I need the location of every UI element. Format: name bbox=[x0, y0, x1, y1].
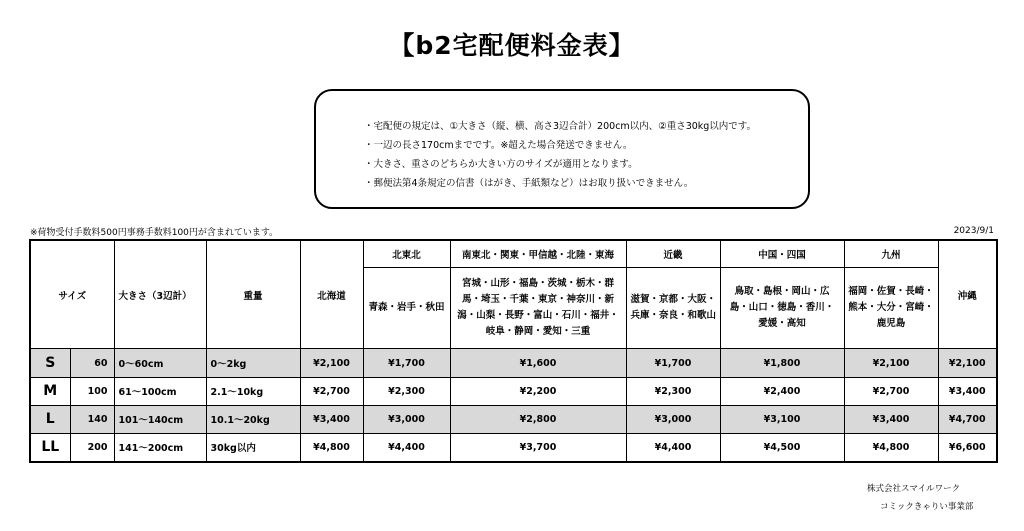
prefecture-line: 熊本・大分・宮崎・ bbox=[848, 302, 934, 314]
price-kyushu: ¥2,700 bbox=[844, 377, 938, 405]
minami-prefectures bbox=[450, 268, 626, 349]
weight-range: 2.1～10kg bbox=[206, 377, 300, 405]
price-minami: ¥2,800 bbox=[450, 405, 626, 433]
price-kinki: ¥2,300 bbox=[626, 377, 720, 405]
size-code: L bbox=[30, 405, 70, 433]
price-kitatohoku: ¥1,700 bbox=[363, 349, 450, 377]
size-code: S bbox=[30, 349, 70, 377]
note-item: ・一辺の長さ170cmまでです。※超えた場合発送できません。 bbox=[364, 140, 633, 151]
size-number: 100 bbox=[70, 377, 114, 405]
size-number: 140 bbox=[70, 405, 114, 433]
prefecture-line: 岐阜・静岡・愛知・三重 bbox=[485, 326, 591, 338]
kinki-prefectures bbox=[626, 268, 720, 349]
price-okinawa: ¥2,100 bbox=[938, 349, 997, 377]
table-row bbox=[30, 433, 997, 462]
table-row bbox=[30, 405, 997, 433]
prefecture-line: 愛媛・高知 bbox=[758, 318, 806, 330]
company-name: 株式会社スマイルワーク bbox=[867, 484, 961, 494]
price-kyushu: ¥3,400 bbox=[844, 405, 938, 433]
weight-range: 30kg以内 bbox=[206, 433, 300, 462]
header-kitatohoku: 北東北 bbox=[363, 240, 450, 268]
weight-range: 0～2kg bbox=[206, 349, 300, 377]
prefecture-line: 島・山口・徳島・香川・ bbox=[729, 302, 835, 314]
price-kinki: ¥1,700 bbox=[626, 349, 720, 377]
price-kitatohoku: ¥2,300 bbox=[363, 377, 450, 405]
price-chugoku: ¥1,800 bbox=[720, 349, 844, 377]
note-item: ・宅配便の規定は、①大きさ（縦、横、高さ3辺合計）200cm以内、②重さ30kg以内です。 bbox=[364, 121, 757, 132]
prefecture-line: 滋賀・京都・大阪・ bbox=[630, 294, 717, 306]
price-hokkaido: ¥3,400 bbox=[300, 405, 363, 433]
header-chugoku: 中国・四国 bbox=[720, 240, 844, 268]
header-dimension: 大きさ（3辺計） bbox=[114, 240, 206, 349]
dimension-range: 0～60cm bbox=[114, 349, 206, 377]
kyushu-prefectures bbox=[844, 268, 938, 349]
rate-table bbox=[29, 239, 998, 463]
price-kitatohoku: ¥4,400 bbox=[363, 433, 450, 462]
price-okinawa: ¥4,700 bbox=[938, 405, 997, 433]
header-size: サイズ bbox=[30, 240, 114, 349]
price-minami: ¥3,700 bbox=[450, 433, 626, 462]
price-okinawa: ¥6,600 bbox=[938, 433, 997, 462]
prefecture-line: 馬・埼玉・千葉・東京・神奈川・新 bbox=[461, 294, 614, 306]
dimension-range: 61～100cm bbox=[114, 377, 206, 405]
prefecture-line: 潟・山梨・長野・富山・石川・福井・ bbox=[457, 310, 619, 322]
price-chugoku: ¥2,400 bbox=[720, 377, 844, 405]
price-kyushu: ¥4,800 bbox=[844, 433, 938, 462]
prefecture-line: 青森・岩手・秋田 bbox=[368, 302, 445, 314]
date-label: 2023/9/1 bbox=[953, 226, 994, 236]
price-minami: ¥2,200 bbox=[450, 377, 626, 405]
chugoku-prefectures bbox=[720, 268, 844, 349]
price-chugoku: ¥3,100 bbox=[720, 405, 844, 433]
header-hokkaido: 北海道 bbox=[300, 240, 363, 349]
size-code: LL bbox=[30, 433, 70, 462]
price-kyushu: ¥2,100 bbox=[844, 349, 938, 377]
size-number: 200 bbox=[70, 433, 114, 462]
page-title: 【b2宅配便料金表】 bbox=[389, 31, 635, 60]
table-row bbox=[30, 349, 997, 377]
fee-note: ※荷物受付手数料500円事務手数料100円が含まれています。 bbox=[30, 228, 279, 238]
weight-range: 10.1～20kg bbox=[206, 405, 300, 433]
table-row bbox=[30, 377, 997, 405]
header-weight: 重量 bbox=[206, 240, 300, 349]
note-item: ・大きさ、重さのどちらか大きい方のサイズが適用となります。 bbox=[364, 159, 638, 170]
prefecture-line: 兵庫・奈良・和歌山 bbox=[630, 310, 717, 322]
price-kitatohoku: ¥3,000 bbox=[363, 405, 450, 433]
price-kinki: ¥3,000 bbox=[626, 405, 720, 433]
note-item: ・郵便法第4条規定の信書（はがき、手紙類など）はお取り扱いできません。 bbox=[364, 178, 694, 189]
prefecture-line: 福岡・佐賀・長崎・ bbox=[848, 286, 934, 298]
dimension-range: 101～140cm bbox=[114, 405, 206, 433]
kitatohoku-prefectures bbox=[363, 268, 450, 349]
price-hokkaido: ¥4,800 bbox=[300, 433, 363, 462]
price-hokkaido: ¥2,100 bbox=[300, 349, 363, 377]
prefecture-line: 鳥取・島根・岡山・広 bbox=[734, 286, 830, 298]
price-kinki: ¥4,400 bbox=[626, 433, 720, 462]
header-kinki: 近畿 bbox=[626, 240, 720, 268]
size-number: 60 bbox=[70, 349, 114, 377]
header-okinawa: 沖縄 bbox=[938, 240, 997, 349]
price-chugoku: ¥4,500 bbox=[720, 433, 844, 462]
size-code: M bbox=[30, 377, 70, 405]
price-minami: ¥1,600 bbox=[450, 349, 626, 377]
notes-box bbox=[314, 89, 810, 209]
price-hokkaido: ¥2,700 bbox=[300, 377, 363, 405]
dimension-range: 141～200cm bbox=[114, 433, 206, 462]
prefecture-line: 鹿児島 bbox=[876, 318, 906, 330]
division-name: コミックきゃりい事業部 bbox=[880, 502, 974, 512]
prefecture-line: 宮城・山形・福島・茨城・栃木・群 bbox=[461, 278, 614, 290]
header-minami: 南東北・関東・甲信越・北陸・東海 bbox=[450, 240, 626, 268]
price-okinawa: ¥3,400 bbox=[938, 377, 997, 405]
header-kyushu: 九州 bbox=[844, 240, 938, 268]
